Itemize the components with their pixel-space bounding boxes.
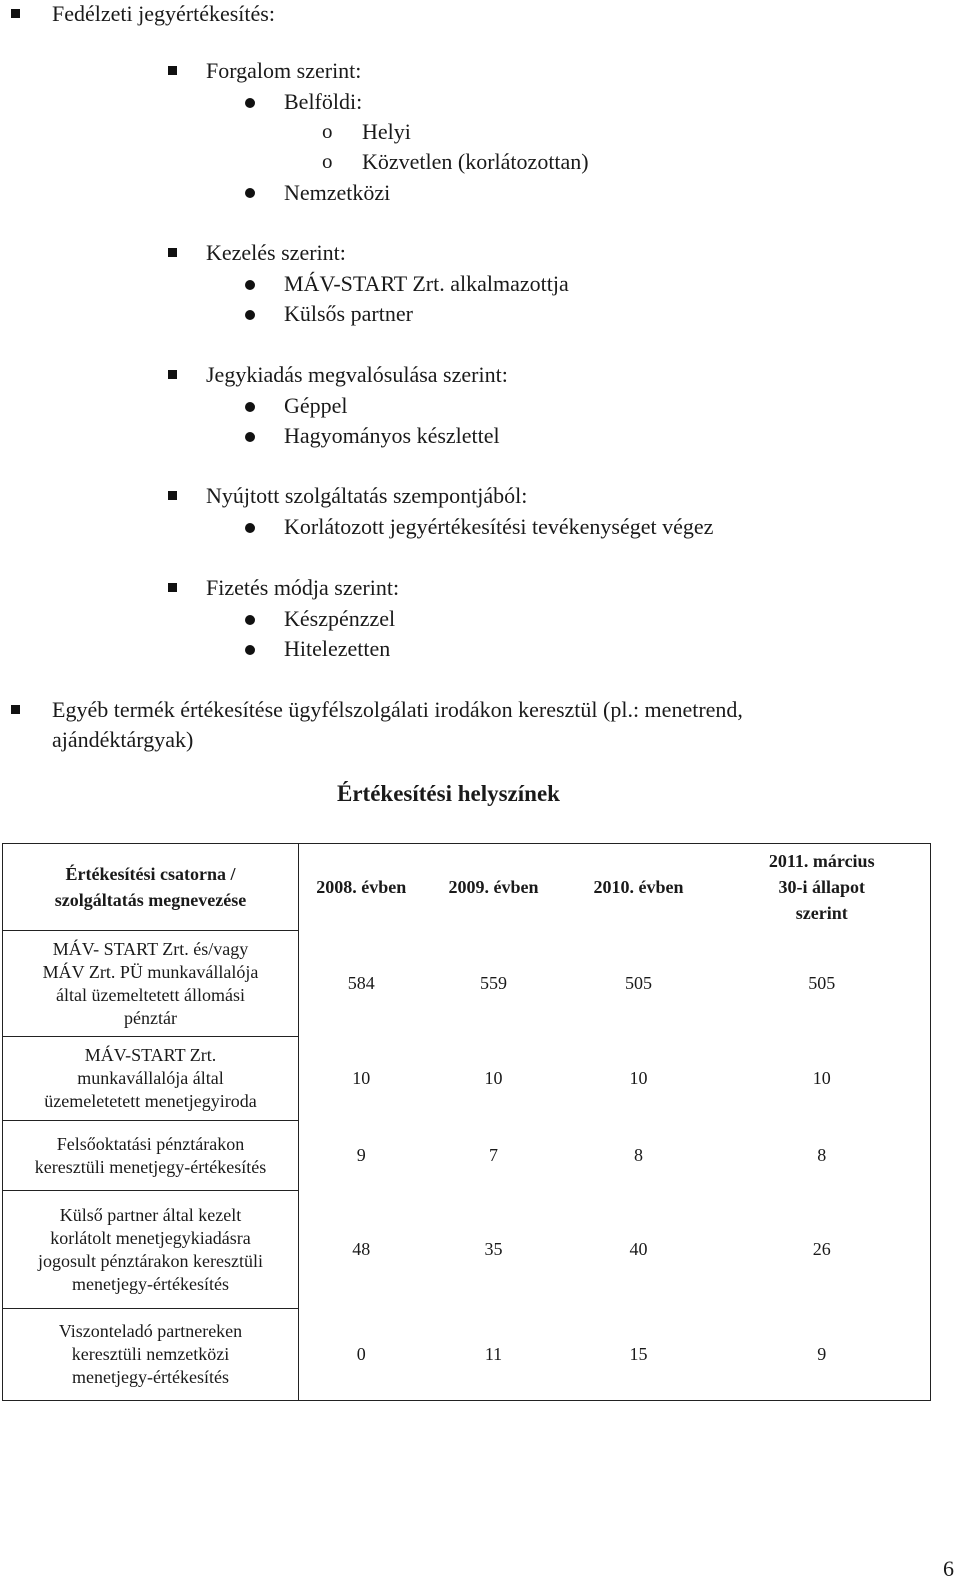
value-2009: 10 bbox=[484, 1068, 503, 1088]
row-label: MÁV- START Zrt. és/vagy MÁV Zrt. PÜ munkavállalója által üzemeltetett állomási pénztár bbox=[3, 931, 299, 1037]
value-2011: 26 bbox=[812, 1239, 831, 1259]
bullet-circle-icon: o bbox=[322, 119, 333, 143]
value-2008: 584 bbox=[347, 973, 375, 993]
bullet-main: Fedélzeti jegyértékesítés: bbox=[52, 1, 275, 26]
table-row bbox=[3, 1037, 931, 1121]
table-row bbox=[3, 1121, 931, 1191]
bullet-dot-icon bbox=[245, 615, 255, 625]
header-2010: 2010. évben bbox=[593, 877, 684, 898]
kezeles-heading: Kezelés szerint: bbox=[206, 240, 346, 265]
bullet-square-icon bbox=[168, 491, 177, 500]
bullet-square-icon bbox=[168, 583, 177, 592]
bullet-dot-icon bbox=[245, 432, 255, 442]
fizetes-heading: Fizetés módja szerint: bbox=[206, 575, 400, 600]
egyeb-line-2: ajándéktárgyak) bbox=[52, 727, 194, 752]
forgalom-heading: Forgalom szerint: bbox=[206, 58, 362, 83]
header-channel: Értékesítési csatorna / szolgáltatás megnevezése bbox=[3, 844, 299, 931]
jegykiadas-heading: Jegykiadás megvalósulása szerint: bbox=[206, 362, 508, 387]
header-2011: 2011. március 30-i állapot szerint bbox=[768, 851, 875, 924]
header-2009: 2009. évben bbox=[448, 877, 539, 898]
row-label: Külső partner által kezelt korlátolt menetjegykiadásra jogosult pénztárakon keresztüli menetjegy-értékesítés bbox=[3, 1191, 299, 1309]
fizetes-item-2: Hitelezetten bbox=[284, 636, 391, 661]
value-2009: 7 bbox=[489, 1145, 498, 1165]
value-2008: 0 bbox=[356, 1343, 366, 1364]
table-header-row bbox=[3, 844, 931, 931]
table-title: Értékesítési helyszínek bbox=[337, 781, 560, 806]
jegykiadas-item-1: Géppel bbox=[284, 393, 348, 418]
forgalom-kozvetlen: Közvetlen (korlátozottan) bbox=[362, 149, 589, 174]
value-2010: 10 bbox=[629, 1068, 648, 1088]
value-2010: 15 bbox=[629, 1343, 648, 1364]
value-2011: 505 bbox=[808, 973, 836, 993]
forgalom-helyi: Helyi bbox=[362, 119, 411, 144]
bullet-dot-icon bbox=[245, 402, 255, 412]
fizetes-item-1: Készpénzzel bbox=[284, 606, 396, 631]
table-row bbox=[3, 1191, 931, 1309]
sales-locations-table bbox=[2, 843, 931, 1401]
bullet-square-icon bbox=[168, 248, 177, 257]
bullet-square-icon bbox=[168, 370, 177, 379]
bullet-square-icon bbox=[11, 9, 20, 18]
nyujtott-item-1: Korlátozott jegyértékesítési tevékenységet végez bbox=[284, 514, 714, 539]
table-row bbox=[3, 1309, 931, 1401]
value-2008: 9 bbox=[356, 1145, 366, 1165]
value-2010: 505 bbox=[625, 973, 652, 993]
value-2011: 9 bbox=[817, 1343, 827, 1364]
page-number: 6 bbox=[943, 1556, 954, 1581]
jegykiadas-item-2: Hagyományos készlettel bbox=[284, 423, 500, 448]
kezeles-item-2: Külsős partner bbox=[284, 301, 413, 326]
value-2011: 10 bbox=[812, 1068, 831, 1088]
forgalom-belfoldi: Belföldi: bbox=[284, 89, 363, 114]
bullet-dot-icon bbox=[245, 645, 255, 655]
header-2008: 2008. évben bbox=[316, 877, 407, 898]
value-2010: 40 bbox=[629, 1239, 648, 1259]
value-2009: 559 bbox=[480, 973, 507, 993]
bullet-dot-icon bbox=[245, 523, 255, 533]
value-2011: 8 bbox=[817, 1145, 827, 1165]
bullet-dot-icon bbox=[245, 188, 255, 198]
bullet-dot-icon bbox=[245, 98, 255, 108]
row-label: MÁV-START Zrt. munkavállalója által üzemeletetett menetjegyiroda bbox=[3, 1037, 299, 1121]
value-2009: 35 bbox=[484, 1239, 503, 1259]
bullet-dot-icon bbox=[245, 310, 255, 320]
kezeles-item-1: MÁV-START Zrt. alkalmazottja bbox=[284, 271, 569, 296]
egyeb-line-1: Egyéb termék értékesítése ügyfélszolgálati irodákon keresztül (pl.: menetrend, bbox=[52, 697, 743, 722]
value-2008: 48 bbox=[352, 1239, 371, 1259]
bullet-square-icon bbox=[168, 66, 177, 75]
bullet-dot-icon bbox=[245, 280, 255, 290]
row-label: Felsőoktatási pénztárakon keresztüli menetjegy-értékesítés bbox=[3, 1121, 299, 1191]
value-2010: 8 bbox=[634, 1145, 643, 1165]
value-2009: 11 bbox=[484, 1343, 503, 1364]
forgalom-nemzetkozi: Nemzetközi bbox=[284, 180, 391, 205]
value-2008: 10 bbox=[352, 1068, 371, 1088]
bullet-circle-icon: o bbox=[322, 149, 333, 173]
nyujtott-heading: Nyújtott szolgáltatás szempontjából: bbox=[206, 483, 528, 508]
bullet-square-icon bbox=[11, 705, 20, 714]
table-row bbox=[3, 931, 931, 1037]
row-label: Viszonteladó partnereken keresztüli nemzetközi menetjegy-értékesítés bbox=[3, 1309, 299, 1401]
